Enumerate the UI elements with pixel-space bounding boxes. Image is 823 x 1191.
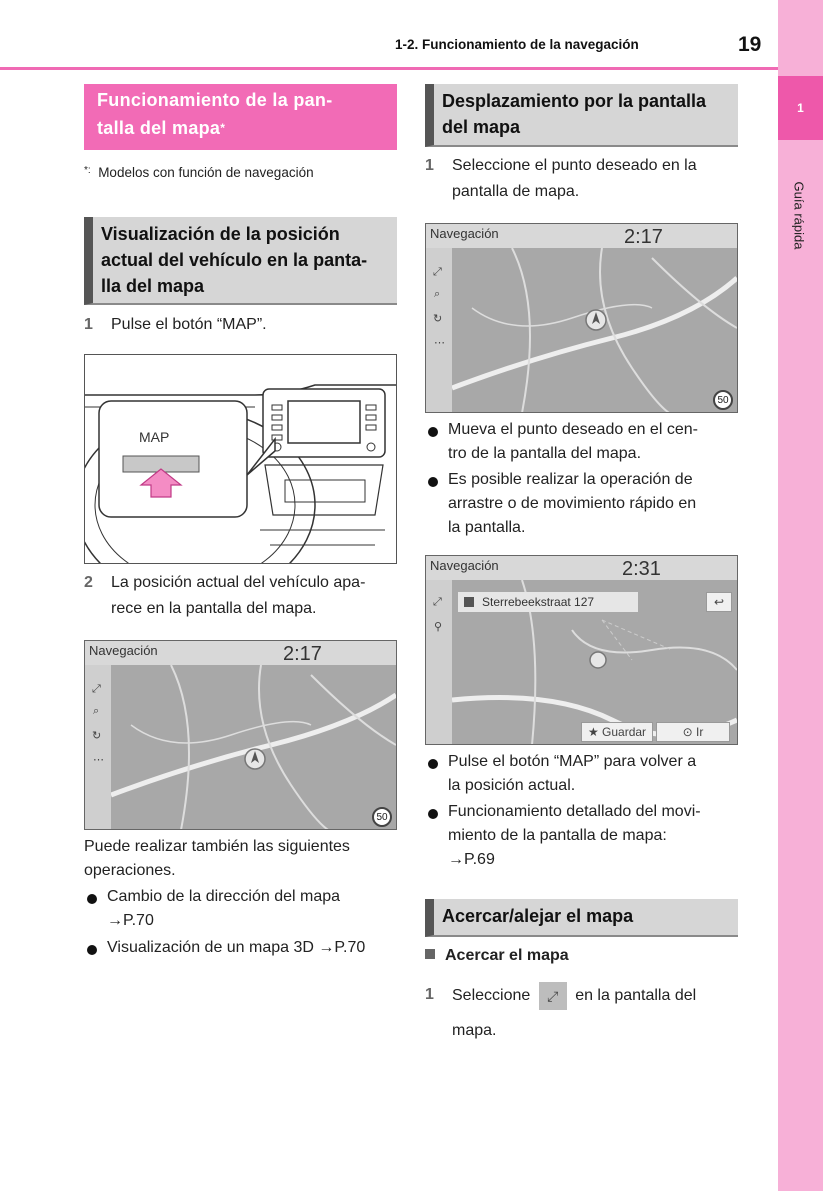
- bullet-icon: [428, 809, 438, 819]
- list-item: Es posible realizar la operación de arrastre o de movimiento rápido en la pantalla.: [425, 468, 738, 540]
- screen-title: Navegación: [430, 558, 499, 573]
- bullet-icon: [87, 945, 97, 955]
- square-bullet-icon: [425, 949, 435, 959]
- list-item: Pulse el botón “MAP” para volver a la posición actual.: [425, 750, 738, 798]
- search-icon[interactable]: ⌕: [93, 705, 100, 717]
- list-item: Funcionamiento detallado del movi- miento de la pantalla de mapa: →P.69: [425, 800, 738, 872]
- save-button[interactable]: ★ Guardar: [581, 722, 653, 742]
- chapter-label: Guía rápida: [791, 181, 807, 249]
- header-divider: [0, 67, 778, 70]
- expand-icon: ⤢: [539, 982, 567, 1010]
- nav-screen-point-selected: [425, 555, 738, 745]
- dashboard-drawing: [85, 355, 396, 563]
- page-number: 19: [738, 33, 762, 56]
- step-1-right: 1 Seleccione el punto deseado en la pantalla de mapa.: [425, 157, 697, 200]
- main-heading: [84, 84, 397, 150]
- bullet-icon: [87, 894, 97, 904]
- screen-clock: 2:17: [624, 226, 663, 248]
- bullet-icon: [428, 477, 438, 487]
- step-zoom: 1 Seleccione ⤢ en la pantalla del mapa.: [425, 982, 738, 1044]
- bookmark-icon: [464, 597, 474, 607]
- more-icon[interactable]: ⋯: [434, 337, 445, 349]
- nav-screen-scroll: [425, 223, 738, 413]
- section-heading-scroll: Desplazamiento por la pantalla del mapa: [425, 84, 738, 147]
- step-2-left: 2 La posición actual del vehículo apa- rece en la pantalla del mapa.: [84, 574, 366, 617]
- speed-limit-sign: 50: [372, 807, 392, 827]
- main-heading-line: talla del mapa*: [97, 118, 226, 138]
- list-item: Cambio de la dirección del mapa →P.70: [84, 885, 397, 933]
- chapter-number: 1: [797, 101, 804, 115]
- map-view[interactable]: [111, 665, 396, 830]
- screen-clock: 2:17: [283, 643, 322, 665]
- also-operations-text: Puede realizar también las siguientes operaciones.: [84, 838, 350, 879]
- recenter-icon[interactable]: ↻: [92, 730, 102, 742]
- screen-clock: 2:31: [622, 558, 661, 580]
- speed-limit-sign: 50: [713, 390, 733, 410]
- search-icon[interactable]: ⌕: [434, 288, 441, 300]
- list-item: Mueva el punto deseado en el cen- tro de la pantalla del mapa.: [425, 418, 738, 466]
- expand-icon[interactable]: ⤢: [92, 683, 101, 695]
- map-button-label: MAP: [139, 429, 170, 445]
- chapter-tab[interactable]: [778, 76, 823, 140]
- address-bar: Sterrebeekstraat 127: [458, 592, 638, 612]
- footnote: *: Modelos con función de navegación: [84, 165, 314, 180]
- dashboard-illustration: [84, 354, 397, 564]
- section-heading-position: Visualización de la posición actual del vehículo en la panta- lla del mapa: [84, 217, 397, 305]
- bullet-icon: [428, 427, 438, 437]
- main-heading-line: Funcionamiento de la pan-: [97, 90, 333, 110]
- go-button[interactable]: ⊙ Ir: [656, 722, 730, 742]
- recenter-icon[interactable]: ↻: [433, 313, 443, 325]
- step-1-left: 1 Pulse el botón “MAP”.: [84, 316, 267, 333]
- nav-screen-current-position: [84, 640, 397, 830]
- back-button[interactable]: ↩: [706, 592, 732, 612]
- subheading-zoom-in: Acercar el mapa: [425, 944, 738, 968]
- bullet-icon: [428, 759, 438, 769]
- expand-icon[interactable]: ⤢: [433, 596, 442, 608]
- list-item: Visualización de un mapa 3D →P.70: [84, 936, 404, 960]
- map-view[interactable]: [452, 248, 737, 413]
- screen-title: Navegación: [89, 643, 158, 658]
- person-icon[interactable]: ⚲: [434, 621, 443, 633]
- expand-icon[interactable]: ⤢: [433, 266, 442, 278]
- more-icon[interactable]: ⋯: [93, 754, 104, 766]
- running-header: 1-2. Funcionamiento de la navegación: [395, 37, 639, 52]
- section-heading-zoom: Acercar/alejar el mapa: [425, 899, 738, 937]
- screen-title: Navegación: [430, 226, 499, 241]
